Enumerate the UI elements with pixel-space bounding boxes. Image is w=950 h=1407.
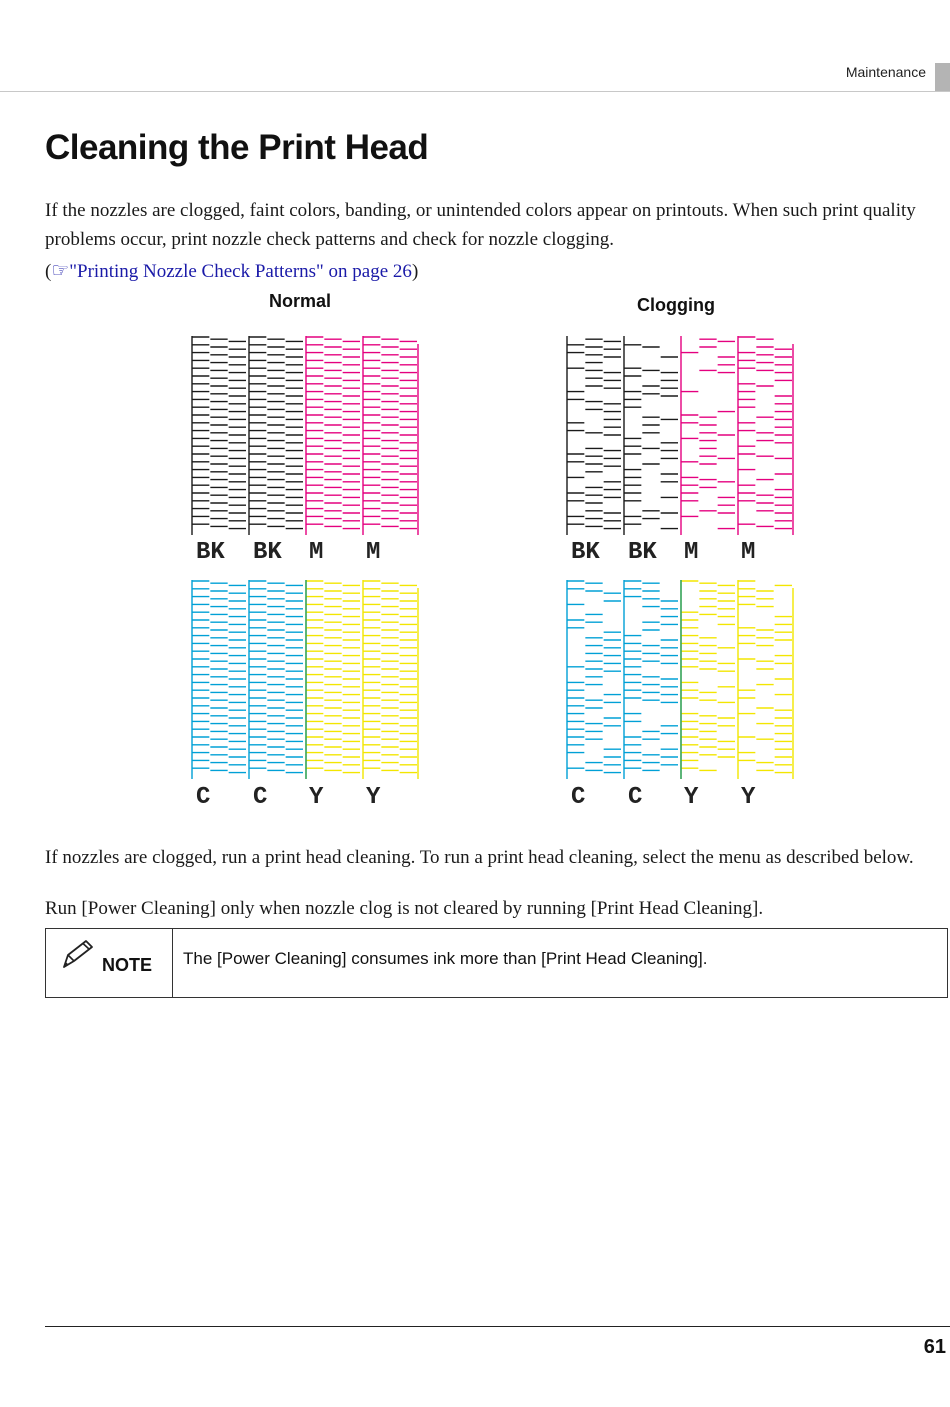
- label-m-1-clog: M: [684, 539, 699, 566]
- section-tab: [935, 63, 950, 91]
- nozzle-check-link[interactable]: "Printing Nozzle Check Patterns" on page 26: [69, 261, 412, 282]
- header-rule: [0, 91, 950, 92]
- clogging-top-pattern: [565, 334, 797, 544]
- label-m-2: M: [366, 539, 381, 566]
- label-y-2: Y: [366, 784, 381, 811]
- cleaning-paragraph: If nozzles are clogged, run a print head cleaning. To run a print head cleaning, select the menu as described below.: [45, 847, 914, 868]
- label-bk-1: BK: [196, 539, 225, 566]
- normal-bottom-pattern: [190, 578, 422, 788]
- clogging-title: Clogging: [637, 295, 715, 315]
- note-text: The [Power Cleaning] consumes ink more than [Print Head Cleaning].: [183, 949, 708, 968]
- power-cleaning-paragraph: Run [Power Cleaning] only when nozzle clog is not cleared by running [Print Head Cleaning].: [45, 898, 764, 919]
- reference-close: ): [411, 261, 419, 282]
- label-bk-2-clog: BK: [628, 539, 657, 566]
- label-c-2: C: [253, 784, 268, 811]
- label-c-2-clog: C: [628, 784, 643, 811]
- pencil-icon: [58, 937, 98, 978]
- note-label: NOTE: [102, 955, 153, 975]
- label-c-1: C: [196, 784, 211, 811]
- label-y-1-clog: Y: [684, 784, 699, 811]
- label-m-1: M: [309, 539, 324, 566]
- page-title: Cleaning the Print Head: [45, 128, 429, 167]
- label-y-2-clog: Y: [741, 784, 756, 811]
- reference-line: [45, 257, 418, 285]
- label-m-2-clog: M: [741, 539, 756, 566]
- label-y-1: Y: [309, 784, 324, 811]
- reference-open: (: [45, 261, 52, 282]
- page-number: 61: [923, 1336, 946, 1358]
- label-c-1-clog: C: [571, 784, 586, 811]
- normal-title: Normal: [269, 291, 332, 311]
- clogging-bottom-pattern: [565, 578, 797, 788]
- note-label-cell: [46, 929, 173, 997]
- intro-paragraph: If the nozzles are clogged, faint colors, banding, or unintended colors appear on printouts. When such print quality problems occur, print nozzle check patterns and check for nozzle clogging.: [45, 200, 916, 250]
- section-label: Maintenance: [845, 64, 926, 80]
- label-bk-2: BK: [253, 539, 282, 566]
- normal-top-pattern: [190, 334, 422, 544]
- label-bk-1-clog: BK: [571, 539, 600, 566]
- note-box: [45, 928, 948, 998]
- pointing-hand-icon: ☞: [51, 258, 70, 282]
- footer-rule: [45, 1326, 950, 1327]
